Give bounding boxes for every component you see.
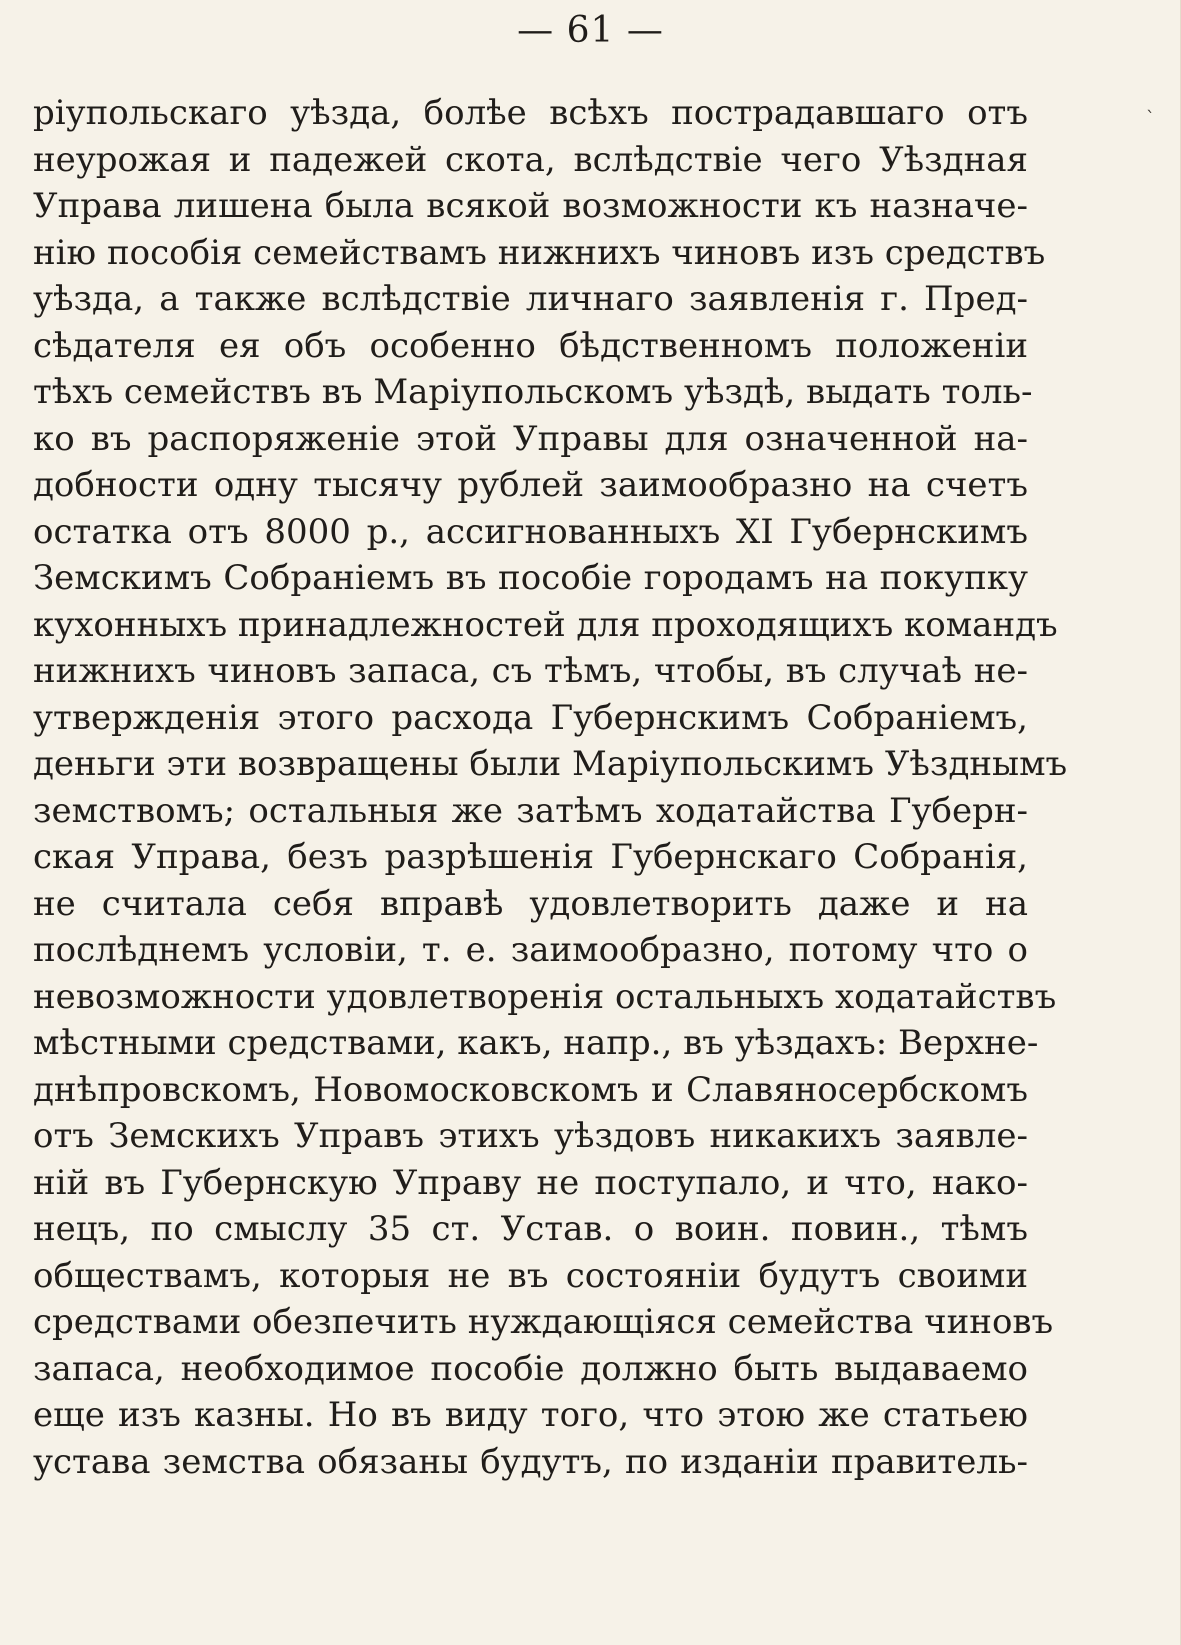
text-line: ріупольскаго уѣзда, болѣе всѣхъ пострадавшаго отъ	[33, 93, 1028, 133]
body-text	[33, 90, 1068, 1485]
text-line: остатка отъ 8000 р., ассигнованныхъ XI Губернскимъ	[33, 511, 1028, 552]
text-line: утвержденія этого расхода Губернскимъ Собраніемъ,	[33, 697, 1028, 738]
text-line: кухонныхъ принадлежностей для проходящихъ командъ	[33, 604, 1058, 645]
text-line: мѣстными средствами, какъ, напр., въ уѣздахъ: Верхне-	[33, 1023, 1039, 1063]
text-line: нецъ, по смыслу 35 ст. Устав. о воин. повин., тѣмъ	[33, 1209, 1028, 1249]
text-line: ній въ Губернскую Управу не поступало, и что, нако-	[33, 1162, 1028, 1203]
text-line: запаса, необходимое пособіе должно быть выдаваемо	[33, 1348, 1028, 1389]
text-line: ская Управа, безъ разрѣшенія Губернскаго Собранія,	[33, 837, 1028, 877]
text-line: уѣзда, а также вслѣдствіе личнаго заявленія г. Пред-	[33, 279, 1028, 319]
text-line: обществамъ, которыя не въ состояніи будутъ своими	[33, 1255, 1028, 1296]
text-line: днѣпровскомъ, Новомосковскомъ и Славяносербскомъ	[33, 1069, 1028, 1110]
text-line: нію пособія семействамъ нижнихъ чиновъ изъ средствъ	[33, 232, 1046, 273]
text-line: послѣднемъ условіи, т. е. заимообразно, потому что о	[33, 930, 1028, 970]
text-line: земствомъ; остальныя же затѣмъ ходатайства Губерн-	[33, 790, 1028, 831]
text-line: отъ Земскихъ Управъ этихъ уѣздовъ никакихъ заявле-	[33, 1116, 1028, 1156]
text-line: сѣдателя ея объ особенно бѣдственномъ положеніи	[33, 325, 1028, 366]
text-line: тѣхъ семействъ въ Маріупольскомъ уѣздѣ, выдать толь-	[33, 372, 1033, 412]
text-line: неурожая и падежей скота, вслѣдствіе чего Уѣздная	[33, 139, 1028, 180]
text-line: Управа лишена была всякой возможности къ назначе-	[33, 186, 1028, 226]
text-line: добности одну тысячу рублей заимообразно на счетъ	[33, 465, 1028, 505]
text-line: ко въ распоряженіе этой Управы для означенной на-	[33, 418, 1028, 459]
text-line: средствами обезпечить нуждающіяся семейства чиновъ	[33, 1302, 1054, 1342]
margin-mark: `	[1146, 108, 1155, 129]
text-line: Земскимъ Собраніемъ въ пособіе городамъ на покупку	[33, 558, 1028, 598]
text-line: невозможности удовлетворенія остальныхъ ходатайствъ	[33, 976, 1057, 1017]
text-line: нижнихъ чиновъ запаса, съ тѣмъ, чтобы, въ случаѣ не-	[33, 651, 1028, 691]
text-line: еще изъ казны. Но въ виду того, что этою же статьею	[33, 1395, 1028, 1435]
text-line: деньги эти возвращены были Маріупольскимъ Уѣзднымъ	[33, 744, 1068, 784]
page-number: — 61 —	[517, 10, 664, 51]
text-line: устава земства обязаны будутъ, по изданіи правитель-	[33, 1441, 1028, 1482]
text-line: не считала себя вправѣ удовлетворить даже и на	[33, 883, 1028, 924]
